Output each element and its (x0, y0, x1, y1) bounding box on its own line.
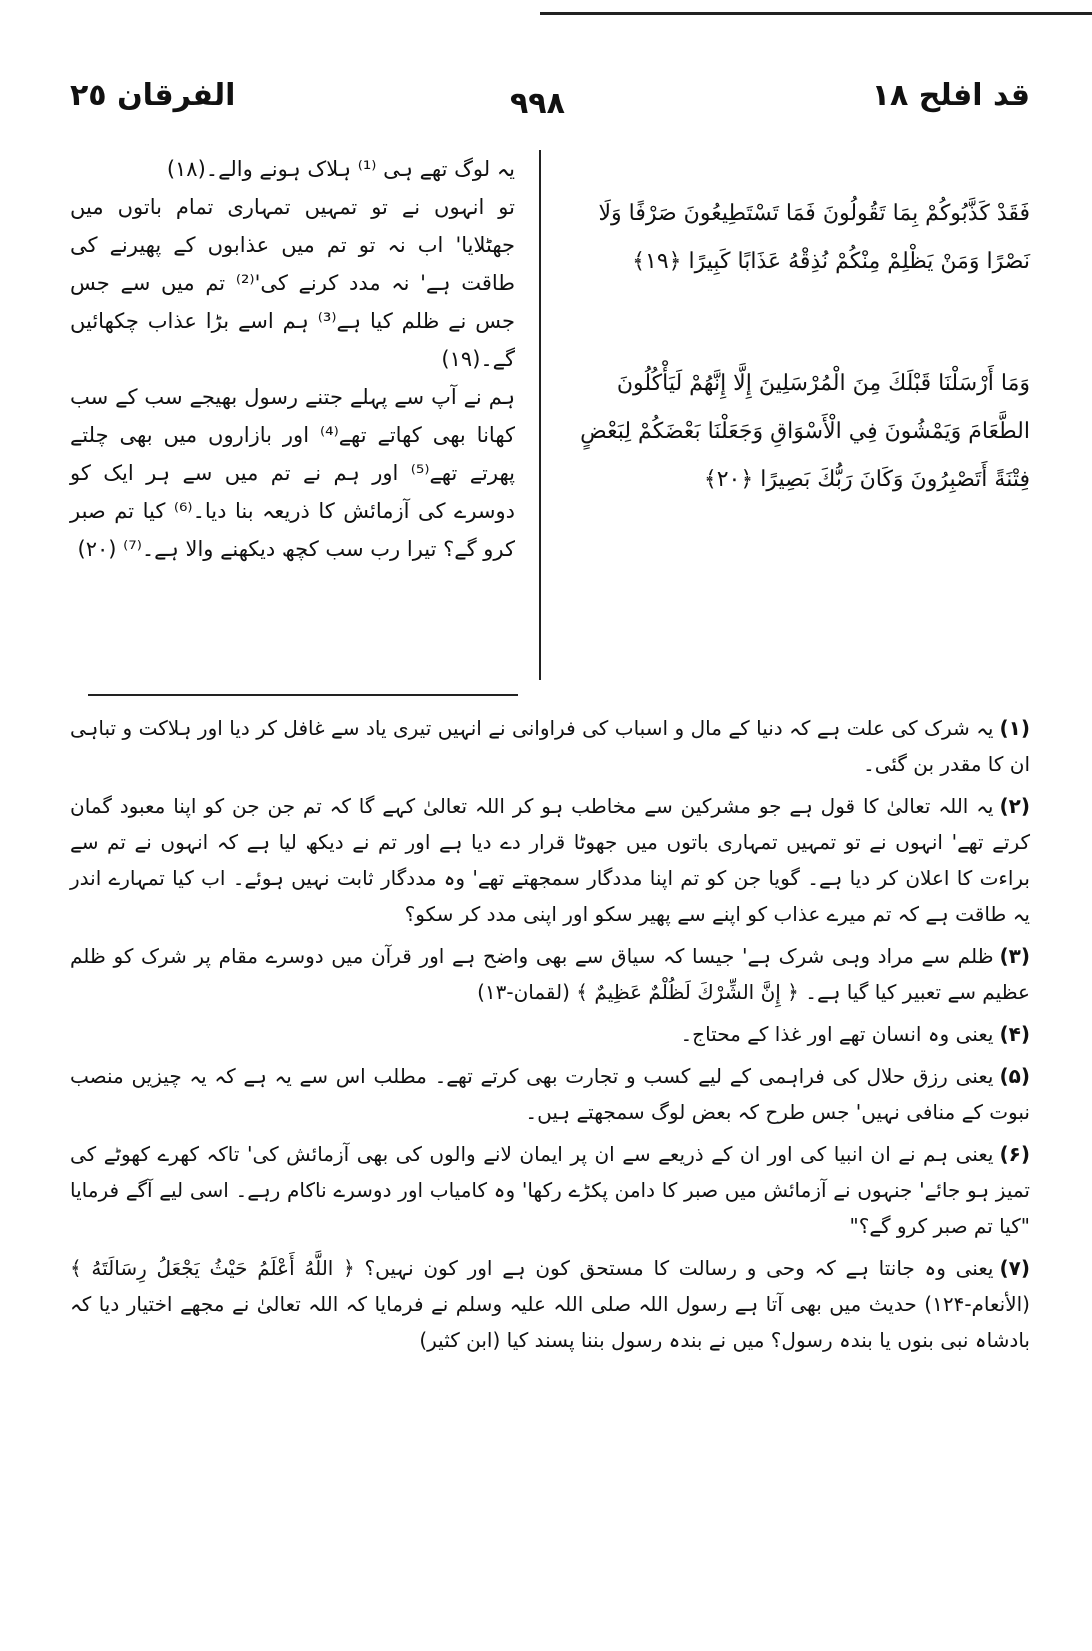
verse-section (70, 150, 1030, 690)
footnote-divider (88, 694, 518, 696)
page-number: ٩٩٨ (510, 86, 565, 121)
footnote-6 (70, 1136, 1030, 1244)
footnote-2 (70, 788, 1030, 932)
footnote-number: (۷) (999, 1256, 1030, 1280)
page-header (70, 60, 1030, 120)
surah-name: الفرقان ٢٥ (70, 78, 236, 113)
footnote-number: (۴) (999, 1022, 1030, 1046)
footnote-text: یہ شرک کی علت ہے کہ دنیا کے مال و اسباب کی فراوانی نے انہیں تیری یاد سے غافل کر دیا اور ہلاکت و تباہی ان کا مقدر بن گئی۔ (70, 716, 1030, 776)
footnote-text: یعنی رزق حلال کی فراہمی کے لیے کسب و تجارت بھی کرتے تھے۔ مطلب اس سے یہ ہے کہ یہ چیزیں منصب نبوت کے منافی نہیں' جس طرح کہ بعض لوگ سمجھتے ہیں۔ (70, 1064, 1030, 1124)
footnote-4 (70, 1016, 1030, 1052)
top-rule (540, 12, 1092, 15)
translation-verse-19: تو انہوں نے تو تمہیں تمہاری تمام باتوں میں جھٹلایا' اب نہ تو تم میں عذابوں کے پھیرنے کی طاقت ہے' نہ مدد کرنے کی'⁽²⁾ تم میں سے جس جس نے ظلم کیا ہے⁽³⁾ ہم اسے بڑا عذاب چکھائیں گے۔(۱۹) (70, 195, 516, 371)
footnote-text: یعنی ہم نے ان انبیا کی اور ان کے ذریعے سے ان پر ایمان لانے والوں کی بھی آزمائش کی' تاکہ کھرے کھوٹے کی تمیز ہو جائے' جنہوں نے آزمائش میں صبر کا دامن پکڑے رکھا' وہ کامیاب اور دوسرے ناکام رہے۔ اسی لیے آگے فرمایا "کیا تم صبر کرو گے؟" (70, 1142, 1030, 1238)
ayah-20: وَمَا أَرْسَلْنَا قَبْلَكَ مِنَ الْمُرْسَلِينَ إِلَّا إِنَّهُمْ لَيَأْكُلُونَ الطَّعَامَ وَيَمْشُونَ فِي الْأَسْوَاقِ وَجَعَلْنَا بَعْضَكُمْ لِبَعْضٍ فِتْنَةً أَتَصْبِرُونَ وَكَانَ رَبُّكَ بَصِيرًا ﴿٢٠﴾ (580, 371, 1030, 492)
column-divider (539, 150, 541, 680)
footnote-1 (70, 710, 1030, 782)
footnote-number: (۲) (999, 794, 1030, 818)
footnote-number: (۱) (999, 716, 1030, 740)
footnote-5 (70, 1058, 1030, 1130)
para-name: قد افلح ١٨ (871, 78, 1030, 113)
footnote-number: (۵) (999, 1064, 1030, 1088)
footnote-number: (۶) (999, 1142, 1030, 1166)
footnote-text: یعنی وہ انسان تھے اور غذا کے محتاج۔ (680, 1022, 994, 1046)
ayah-19: فَقَدْ كَذَّبُوكُمْ بِمَا تَقُولُونَ فَمَا تَسْتَطِيعُونَ صَرْفًا وَلَا نَصْرًا وَمَنْ يَظْلِمْ مِنْكُمْ نُذِقْهُ عَذَابًا كَبِيرًا ﴿١٩﴾ (598, 201, 1030, 274)
footnote-number: (۳) (999, 944, 1030, 968)
footnote-text: ظلم سے مراد وہی شرک ہے' جیسا کہ سیاق سے بھی واضح ہے اور قرآن میں دوسرے مقام پر شرک کو ظلم عظیم سے تعبیر کیا گیا ہے۔ ﴿ إِنَّ الشِّرْكَ لَظُلْمٌ عَظِيمٌ ﴾ (لقمان-۱۳) (70, 944, 1030, 1004)
footnote-7 (70, 1250, 1030, 1358)
translation-column (70, 150, 515, 680)
footnote-3 (70, 938, 1030, 1010)
footnotes (70, 710, 1030, 1630)
arabic-column (562, 150, 1030, 680)
translation-verse-20: ہم نے آپ سے پہلے جتنے رسول بھیجے سب کے سب کھانا بھی کھاتے تھے⁽⁴⁾ اور بازاروں میں بھی چلتے پھرتے تھے⁽⁵⁾ اور ہم نے تم میں سے ہر ایک کو دوسرے کی آزمائش کا ذریعہ بنا دیا۔⁽⁶⁾ کیا تم صبر کرو گے؟ تیرا رب سب کچھ دیکھنے والا ہے۔⁽⁷⁾ (۲۰) (70, 385, 516, 561)
footnote-text: یعنی وہ جانتا ہے کہ وحی و رسالت کا مستحق کون ہے اور کون نہیں؟ ﴿ اللَّهُ أَعْلَمُ حَيْثُ يَجْعَلُ رِسَالَتَهُ ﴾ (الأنعام-۱۲۴) حدیث میں بھی آتا ہے رسول اللہ صلی اللہ علیہ وسلم نے فرمایا کہ اللہ تعالیٰ نے مجھے اختیار دیا کہ بادشاہ نبی بنوں یا بندہ رسول؟ میں نے بندہ رسول بننا پسند کیا (ابن کثیر) (70, 1256, 1030, 1352)
translation-verse-18: یہ لوگ تھے ہی ⁽¹⁾ ہلاک ہونے والے۔(۱۸) (166, 157, 515, 181)
footnote-text: یہ اللہ تعالیٰ کا قول ہے جو مشرکین سے مخاطب ہو کر اللہ تعالیٰ کہے گا کہ تم جن جن کو اپنا معبود گمان کرتے تھے' انہوں نے تو تمہیں تمہاری باتوں میں جھوٹا قرار دے دیا ہے اور تم نے دیکھ لیا ہے کہ انہوں نے تم سے براءت کا اعلان کر دیا ہے۔ گویا جن کو تم اپنا مددگار سمجھتے تھے' وہ مددگار ثابت نہیں ہوئے۔ اب کیا تمہارے اندر یہ طاقت ہے کہ تم میرے عذاب کو اپنے سے پھیر سکو اور اپنی مدد کر سکو؟ (70, 794, 1030, 926)
